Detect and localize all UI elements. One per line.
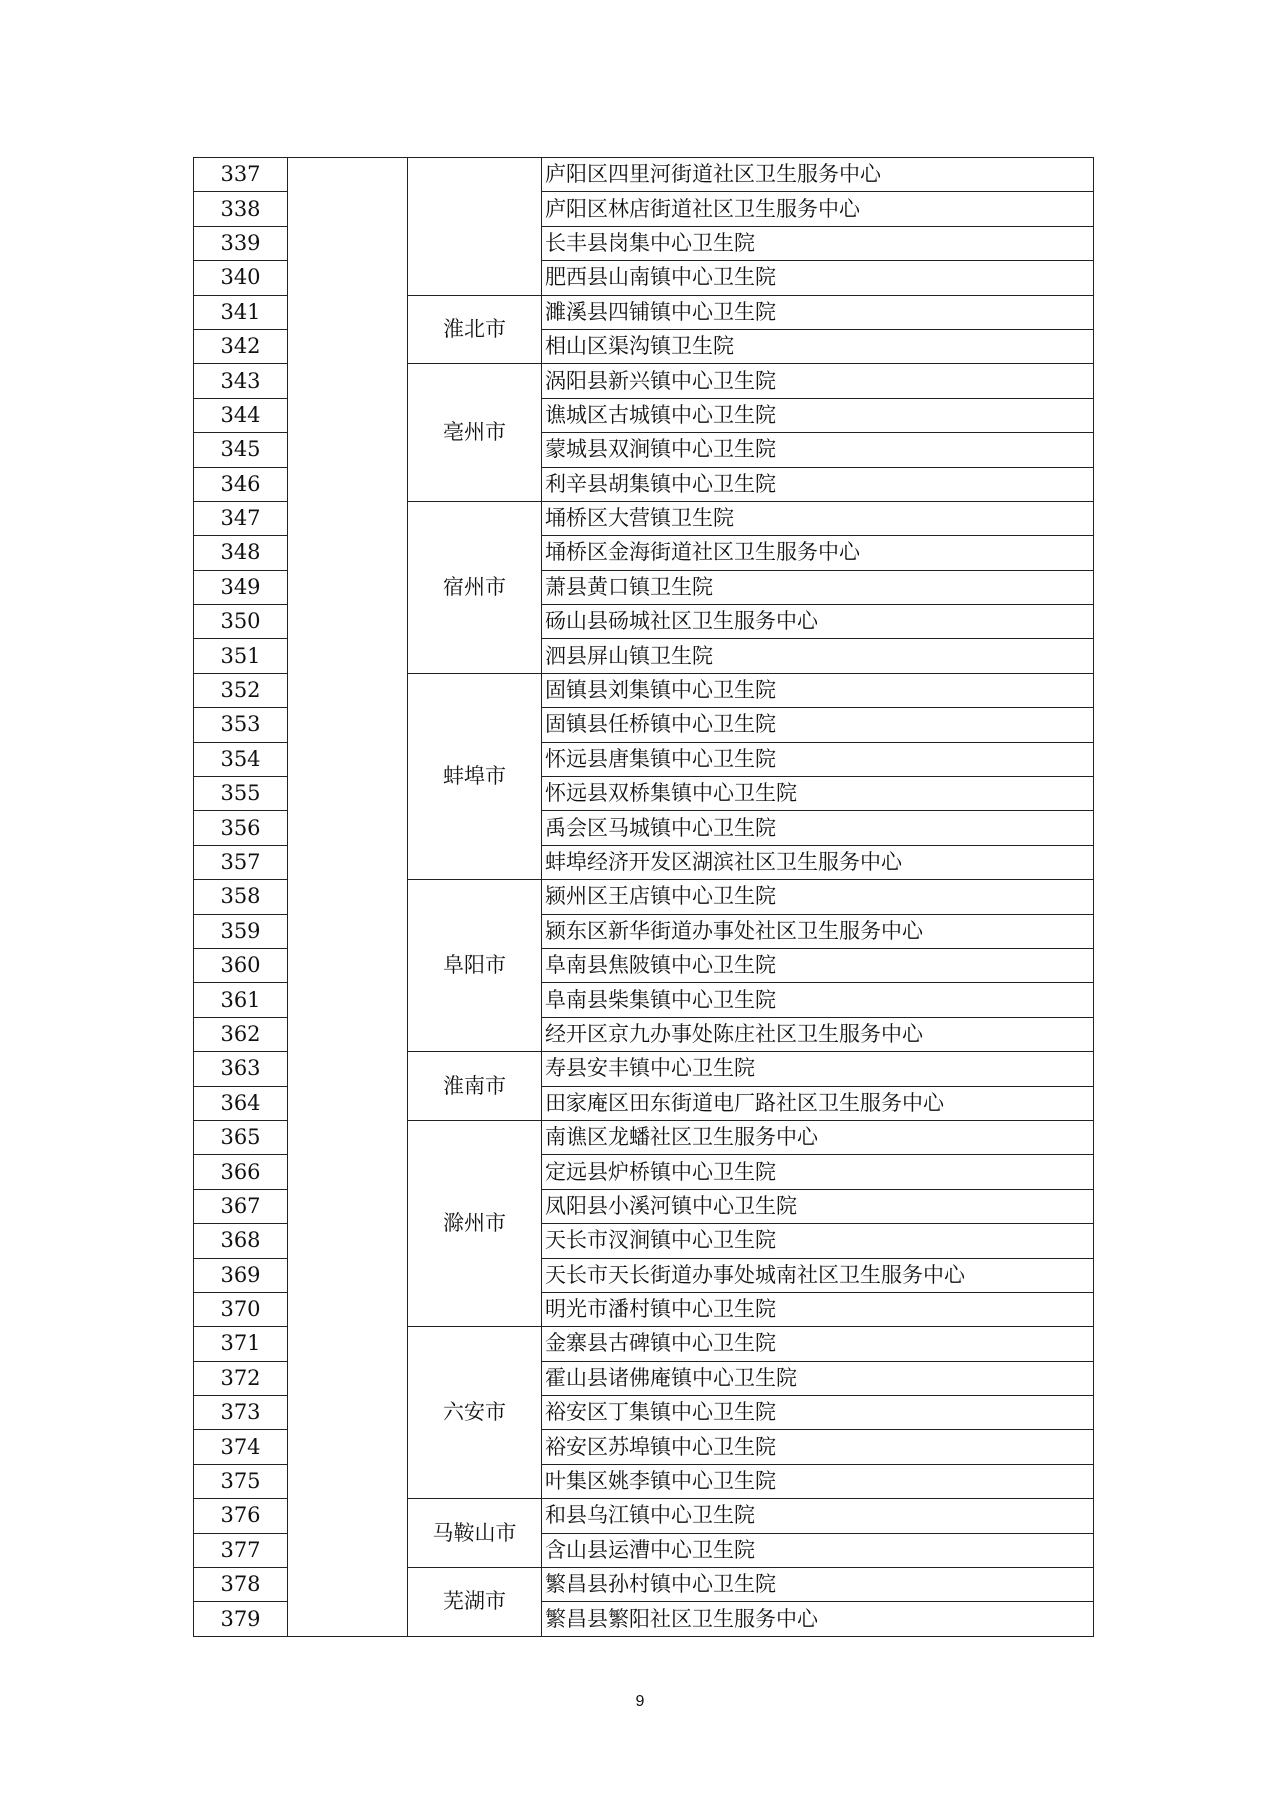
row-number: 347: [194, 501, 288, 535]
row-number: 346: [194, 467, 288, 501]
row-number: 377: [194, 1533, 288, 1567]
institution-name: 禹会区马城镇中心卫生院: [542, 811, 1094, 845]
row-number: 360: [194, 948, 288, 982]
institution-name: 泗县屏山镇卫生院: [542, 639, 1094, 673]
row-number: 369: [194, 1258, 288, 1292]
row-number: 356: [194, 811, 288, 845]
institution-name: 砀山县砀城社区卫生服务中心: [542, 605, 1094, 639]
institution-name: 天长市天长街道办事处城南社区卫生服务中心: [542, 1258, 1094, 1292]
institution-name: 田家庵区田东街道电厂路社区卫生服务中心: [542, 1086, 1094, 1120]
row-number: 353: [194, 708, 288, 742]
institution-name: 埇桥区大营镇卫生院: [542, 501, 1094, 535]
row-number: 352: [194, 673, 288, 707]
row-number: 367: [194, 1189, 288, 1223]
institution-name: 谯城区古城镇中心卫生院: [542, 398, 1094, 432]
city-cell: 亳州市: [408, 364, 542, 502]
institution-name: 颍东区新华街道办事处社区卫生服务中心: [542, 914, 1094, 948]
row-number: 362: [194, 1017, 288, 1051]
institution-name: 和县乌江镇中心卫生院: [542, 1499, 1094, 1533]
row-number: 339: [194, 226, 288, 260]
city-cell: [408, 158, 542, 296]
row-number: 363: [194, 1052, 288, 1086]
city-cell: 淮南市: [408, 1052, 542, 1121]
row-number: 373: [194, 1396, 288, 1430]
institution-name: 明光市潘村镇中心卫生院: [542, 1292, 1094, 1326]
row-number: 376: [194, 1499, 288, 1533]
city-cell: 六安市: [408, 1327, 542, 1499]
institution-name: 金寨县古碑镇中心卫生院: [542, 1327, 1094, 1361]
row-number: 374: [194, 1430, 288, 1464]
row-number: 354: [194, 742, 288, 776]
row-number: 361: [194, 983, 288, 1017]
institution-name: 定远县炉桥镇中心卫生院: [542, 1155, 1094, 1189]
row-number: 343: [194, 364, 288, 398]
row-number: 355: [194, 777, 288, 811]
row-number: 366: [194, 1155, 288, 1189]
institution-name: 经开区京九办事处陈庄社区卫生服务中心: [542, 1017, 1094, 1051]
institution-name: 凤阳县小溪河镇中心卫生院: [542, 1189, 1094, 1223]
page-number: 9: [635, 1693, 645, 1710]
institution-name: 蒙城县双涧镇中心卫生院: [542, 433, 1094, 467]
row-number: 337: [194, 158, 288, 192]
institution-name: 固镇县任桥镇中心卫生院: [542, 708, 1094, 742]
institution-name: 繁昌县孙村镇中心卫生院: [542, 1568, 1094, 1602]
institution-name: 相山区渠沟镇卫生院: [542, 329, 1094, 363]
city-cell: 淮北市: [408, 295, 542, 364]
row-number: 342: [194, 329, 288, 363]
row-number: 350: [194, 605, 288, 639]
row-number: 371: [194, 1327, 288, 1361]
institution-name: 颍州区王店镇中心卫生院: [542, 880, 1094, 914]
city-cell: 宿州市: [408, 501, 542, 673]
row-number: 338: [194, 192, 288, 226]
institution-name: 怀远县唐集镇中心卫生院: [542, 742, 1094, 776]
row-number: 340: [194, 261, 288, 295]
row-number: 372: [194, 1361, 288, 1395]
row-number: 341: [194, 295, 288, 329]
row-number: 345: [194, 433, 288, 467]
row-number: 368: [194, 1224, 288, 1258]
institution-name: 庐阳区四里河街道社区卫生服务中心: [542, 158, 1094, 192]
institution-name: 固镇县刘集镇中心卫生院: [542, 673, 1094, 707]
city-cell: 马鞍山市: [408, 1499, 542, 1568]
institution-name: 繁昌县繁阳社区卫生服务中心: [542, 1602, 1094, 1636]
institution-name: 埇桥区金海街道社区卫生服务中心: [542, 536, 1094, 570]
institution-name: 寿县安丰镇中心卫生院: [542, 1052, 1094, 1086]
institution-name: 涡阳县新兴镇中心卫生院: [542, 364, 1094, 398]
institution-name: 天长市汊涧镇中心卫生院: [542, 1224, 1094, 1258]
institution-name: 利辛县胡集镇中心卫生院: [542, 467, 1094, 501]
institution-name: 裕安区苏埠镇中心卫生院: [542, 1430, 1094, 1464]
row-number: 375: [194, 1464, 288, 1498]
row-number: 344: [194, 398, 288, 432]
row-number: 349: [194, 570, 288, 604]
institution-name: 阜南县柴集镇中心卫生院: [542, 983, 1094, 1017]
row-number: 357: [194, 845, 288, 879]
row-number: 378: [194, 1568, 288, 1602]
row-number: 358: [194, 880, 288, 914]
institution-name: 霍山县诸佛庵镇中心卫生院: [542, 1361, 1094, 1395]
row-number: 370: [194, 1292, 288, 1326]
institution-name: 濉溪县四铺镇中心卫生院: [542, 295, 1094, 329]
institution-name: 叶集区姚李镇中心卫生院: [542, 1464, 1094, 1498]
city-cell: 芜湖市: [408, 1568, 542, 1637]
city-cell: 阜阳市: [408, 880, 542, 1052]
institution-name: 长丰县岗集中心卫生院: [542, 226, 1094, 260]
province-cell: [288, 158, 408, 1637]
row-number: 348: [194, 536, 288, 570]
institution-name: 阜南县焦陂镇中心卫生院: [542, 948, 1094, 982]
institution-name: 含山县运漕中心卫生院: [542, 1533, 1094, 1567]
institution-name: 萧县黄口镇卫生院: [542, 570, 1094, 604]
institution-name: 裕安区丁集镇中心卫生院: [542, 1396, 1094, 1430]
table-body: [194, 158, 1094, 1637]
institution-name: 怀远县双桥集镇中心卫生院: [542, 777, 1094, 811]
institution-table: [193, 157, 1094, 1637]
table-row: [194, 158, 1094, 192]
city-cell: 蚌埠市: [408, 673, 542, 879]
institution-name: 蚌埠经济开发区湖滨社区卫生服务中心: [542, 845, 1094, 879]
row-number: 359: [194, 914, 288, 948]
row-number: 364: [194, 1086, 288, 1120]
city-cell: 滁州市: [408, 1120, 542, 1326]
institution-name: 南谯区龙蟠社区卫生服务中心: [542, 1120, 1094, 1154]
row-number: 379: [194, 1602, 288, 1636]
row-number: 351: [194, 639, 288, 673]
row-number: 365: [194, 1120, 288, 1154]
institution-name: 庐阳区林店街道社区卫生服务中心: [542, 192, 1094, 226]
institution-name: 肥西县山南镇中心卫生院: [542, 261, 1094, 295]
